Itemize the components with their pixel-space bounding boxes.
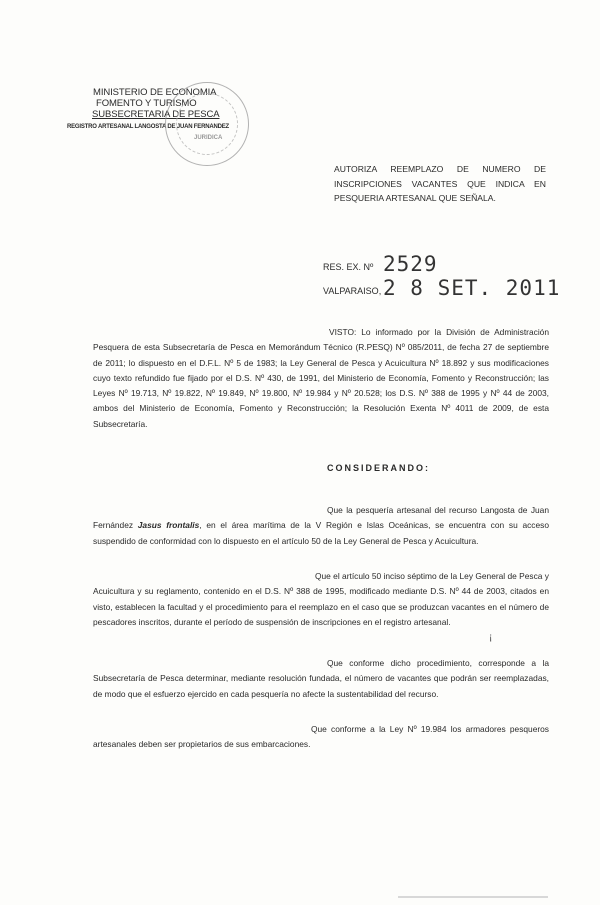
registry-line: REGISTRO ARTESANAL LANGOSTA DE JUAN FERNANDEZ [67, 124, 230, 130]
ministry-line-3: SUBSECRETARIA DE PESCA [92, 109, 220, 120]
stamp-label: JURIDICA [194, 135, 223, 141]
resolution-label: RES. EX. Nº [323, 262, 374, 272]
ministry-line-1: MINISTERIO DE ECONOMIA [93, 87, 217, 98]
visto-text: Lo informado por la División de Administración Pesquera de esta Subsecretaría de Pesca en Memorándum Técnico (R.PESQ) Nº 085/2011, de fecha 27 de septiembre de 2011; lo dispuesto en el D.F.L. Nº 5 de 1983; la Ley General de Pesca y Acuicultura Nº 18.892 y sus modificaciones cuyo texto refundido fue fijado por el D.S. Nº 430, de 1991, del Ministerio de Economía, Fomento y Reconstrucción; las Leyes Nº 19.713, Nº 19.822, Nº 19.849, Nº 19.800, Nº 19.984 y Nº 20.528; los D.S. Nº 388 de 1995 y Nº 44 de 2003, ambos del Ministerio de Economía, Fomento y Reconstrucción; la Resolución Exenta Nº 4011 de 2009, de esta Subsecretaría. [93, 327, 549, 429]
stamp-inner-ring [176, 93, 238, 155]
p2-text: Que el artículo 50 inciso séptimo de la Ley General de Pesca y Acuicultura y su reglamento, contenido en el D.S. Nº 388 de 1995, modificado mediante D.S. Nº 44 de 2003, citados en visto, establecen la facultad y el procedimiento para el reemplazo en el caso que se produzcan vacantes en el número de pescadores inscritos, durante el período de suspensión de inscripciones en el registro artesanal. [93, 571, 549, 627]
considerando-paragraph-3 [93, 656, 549, 702]
p1-text-b: , en el área marítima de la V Región e Islas Oceánicas, se encuentra con su acceso suspendido de conformidad con lo dispuesto en el artículo 50 de la Ley General de Pesca y Acuicultura. [93, 520, 549, 546]
stamp-seal [165, 82, 249, 166]
visto-label: VISTO: [329, 327, 357, 337]
margin-mark: ¡ [489, 632, 493, 643]
species-name: Jasus frontalis [137, 520, 200, 531]
considerando-heading: CONSIDERANDO: [327, 463, 431, 473]
considerando-paragraph-1 [93, 503, 549, 549]
scan-edge-line [398, 896, 548, 898]
p4-text: Que conforme a la Ley Nº 19.984 los armadores pesqueros artesanales deben ser propietarios de sus embarcaciones. [93, 724, 549, 750]
p3-text: Que conforme dicho procedimiento, corresponde a la Subsecretaría de Pesca determinar, mediante resolución fundada, el número de vacantes que podrán ser reemplazadas, de modo que el esfuerzo ejercido en cada pesquería no afecte la sustentabilidad del recurso. [93, 658, 549, 699]
resolution-number: 2529 [383, 252, 438, 276]
p1-text-a: Que la pesquería artesanal del recurso Langosta de Juan Fernández [93, 505, 549, 531]
considerando-paragraph-4 [93, 722, 549, 753]
considerando-paragraph-2 [93, 569, 549, 630]
date-place: VALPARAISO, [323, 286, 382, 296]
visto-paragraph [93, 325, 549, 432]
ministry-line-2: FOMENTO Y TURISMO [96, 98, 197, 109]
resolution-date: 2 8 SET. 2011 [383, 276, 561, 300]
resolution-subject: AUTORIZA REEMPLAZO DE NUMERO DE INSCRIPCIONES VACANTES QUE INDICA EN PESQUERIA ARTESANAL QUE SEÑALA. [334, 164, 546, 203]
